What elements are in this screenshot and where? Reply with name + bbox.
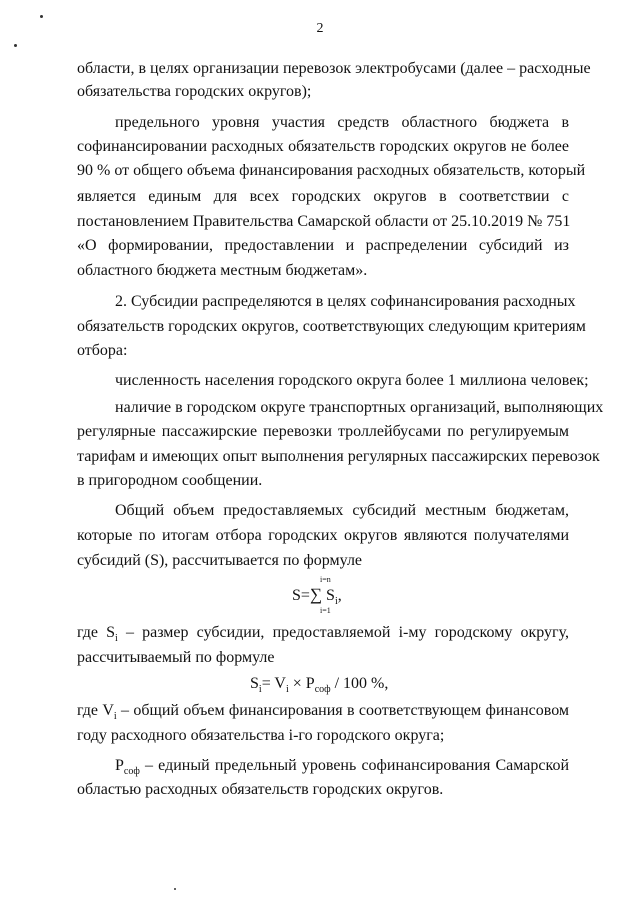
- text-line: обязательства городских округов);: [77, 83, 312, 100]
- text-line: численность населения городского округа более 1 миллиона человек;: [115, 372, 589, 389]
- formula-eq: = V: [261, 675, 286, 692]
- subscript: соф: [123, 766, 140, 778]
- formula-v-subscript: i: [285, 684, 289, 696]
- text-line: [77, 701, 569, 727]
- subsidy-formula: [250, 674, 388, 700]
- sum-expression: [292, 584, 342, 613]
- text-fragment: P: [115, 757, 124, 774]
- formula-rest: / 100 %,: [330, 675, 389, 692]
- text-line: отбора:: [77, 342, 128, 359]
- subscript: i: [115, 633, 118, 645]
- text-line: наличие в городском округе транспортных организаций, выполняющих: [115, 399, 604, 416]
- text-line: софинансировании расходных обязательств городских округов не более: [77, 138, 569, 155]
- sum-formula: [292, 576, 372, 616]
- text-line: области, в целях организации перевозок электробусами (далее – расходные: [77, 60, 591, 77]
- text-line: 2. Субсидии распределяются в целях софинансирования расходных: [115, 293, 576, 310]
- text-fragment: где S: [77, 624, 116, 641]
- formula-s-subscript: i: [258, 684, 262, 696]
- text-line: областного бюджета местным бюджетам».: [77, 262, 368, 279]
- text-line: является единым для всех городских округов в соответствии с: [77, 188, 569, 205]
- text-line: тарифам и имеющих опыт выполнения регулярных пассажирских перевозок: [77, 448, 600, 465]
- text-line: регулярные пассажирские перевозки троллейбусами по регулируемым: [77, 423, 569, 440]
- text-line: 90 % от общего объема финансирования расходных обязательств, который: [77, 162, 586, 179]
- scan-mark: [14, 44, 17, 47]
- sum-lhs: S=: [292, 587, 310, 604]
- text-line: субсидий (S), рассчитывается по формуле: [77, 552, 363, 569]
- text-line: году расходного обязательства i-го городского округа;: [77, 727, 445, 744]
- text-line: постановлением Правительства Самарской области от 25.10.2019 № 751: [77, 213, 571, 230]
- sum-tail: ,: [337, 587, 342, 604]
- text-line: предельного уровня участия средств областного бюджета в: [115, 114, 569, 131]
- text-fragment: – единый предельный уровень софинансирования Самарской: [139, 757, 569, 774]
- text-line: в пригородном сообщении.: [77, 472, 263, 489]
- sum-lower-limit: i=1: [320, 606, 331, 615]
- text-fragment: – общий объем финансирования в соответствующем финансовом: [116, 702, 570, 719]
- text-line: Общий объем предоставляемых субсидий местным бюджетам,: [115, 502, 569, 519]
- text-fragment: где V: [77, 702, 114, 719]
- subscript: i: [113, 711, 117, 723]
- sum-term: S: [326, 587, 335, 604]
- text-line: [77, 623, 569, 649]
- scan-mark: [40, 15, 43, 18]
- formula-s: S: [250, 675, 259, 692]
- text-line: которые по итогам отбора городских округов являются получателями: [77, 527, 569, 544]
- formula-p-subscript: соф: [314, 684, 331, 696]
- text-line: рассчитываемый по формуле: [77, 649, 275, 666]
- formula-times: × P: [288, 675, 315, 692]
- text-line: областью расходных обязательств городских округов.: [77, 781, 444, 798]
- text-line: обязательств городских округов, соответствующих следующим критериям: [77, 318, 586, 335]
- sigma-symbol: ∑: [309, 585, 323, 604]
- text-line: «О формировании, предоставлении и распределении субсидий из: [77, 237, 569, 254]
- sum-upper-limit: i=n: [320, 575, 331, 584]
- sum-term-subscript: i: [334, 596, 338, 608]
- text-fragment: – размер субсидии, предоставляемой i-му городскому округу,: [117, 624, 569, 641]
- text-line: [115, 756, 569, 782]
- page-number: 2: [316, 21, 324, 36]
- scan-mark: [174, 888, 176, 890]
